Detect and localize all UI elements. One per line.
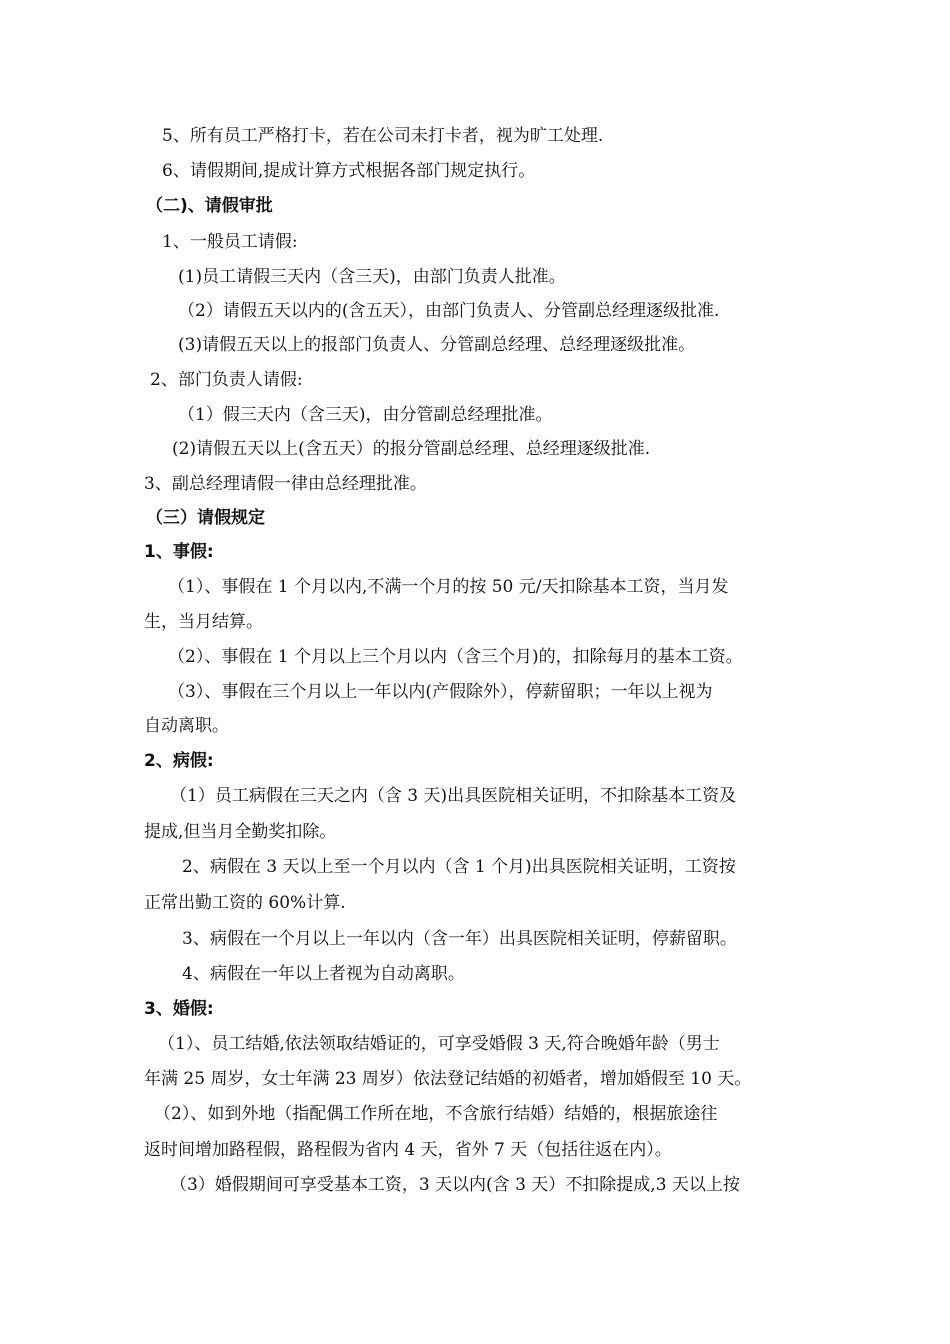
text-line: （1）假三天内（含三天)，由分管副总经理批准。 [178,405,553,425]
text-line-commission-rule: 6、请假期间,提成计算方式根据各部门规定执行。 [162,161,536,181]
text-line: （2）、事假在 1 个月以上三个月以内（含三个月)的，扣除每月的基本工资。 [168,647,743,667]
text-line: (2)请假五天以上(含五天）的报分管副总经理、总经理逐级批准. [172,439,651,459]
subheading-personal-leave: 1、事假: [144,542,214,562]
text-line: 自动离职。 [144,716,229,736]
text-line: （1）员工病假在三天之内（含 3 天)出具医院相关证明，不扣除基本工资及 [170,786,737,806]
text-line: （3）、事假在三个月以上一年以内(产假除外），停薪留职；一年以上视为 [168,682,713,702]
section-heading-leave-rules: （三）请假规定 [146,508,265,528]
text-line: 生，当月结算。 [144,612,263,632]
text-line: （2）、如到外地（指配偶工作所在地，不含旅行结婚）结婚的，根据旅途往 [154,1104,718,1124]
text-line: 2、部门负责人请假: [150,370,303,390]
text-line: 3、副总经理请假一律由总经理批准。 [144,474,427,494]
text-line: （2）请假五天以内的(含五天），由部门负责人、分管副总经理逐级批准. [178,301,720,321]
text-line: （1）、事假在 1 个月以内,不满一个月的按 50 元/天扣除基本工资，当月发 [168,577,729,597]
text-line: 1、一般员工请假: [162,232,298,252]
text-line: 4、病假在一年以上者视为自动离职。 [182,964,465,984]
subheading-marriage-leave: 3、婚假: [144,999,214,1019]
text-line: (1)员工请假三天内（含三天)，由部门负责人批准。 [178,267,566,287]
subheading-sick-leave: 2、病假: [144,751,214,771]
section-heading-leave-approval: （二)、请假审批 [146,196,273,216]
text-line: 提成,但当月全勤奖扣除。 [144,822,337,842]
text-line: （3）婚假期间可享受基本工资，3 天以内(含 3 天）不扣除提成,3 天以上按 [170,1175,740,1195]
text-line: (3)请假五天以上的报部门负责人、分管副总经理、总经理逐级批准。 [178,335,696,355]
text-line: 返时间增加路程假，路程假为省内 4 天，省外 7 天（包括往返在内）。 [144,1140,672,1160]
text-line: （1）、员工结婚,依法领取结婚证的，可享受婚假 3 天,符合晚婚年龄（男士 [158,1034,720,1054]
text-line: 2、病假在 3 天以上至一个月以内（含 1 个月)出具医院相关证明，工资按 [182,857,736,877]
text-line: 正常出勤工资的 60%计算. [144,893,346,913]
text-line: 年满 25 周岁，女士年满 23 周岁）依法登记结婚的初婚者，增加婚假至 10 天。 [144,1069,752,1089]
text-line-attendance-rule: 5、所有员工严格打卡，若在公司未打卡者，视为旷工处理. [162,126,604,146]
text-line: 3、病假在一个月以上一年以内（含一年）出具医院相关证明，停薪留职。 [182,929,737,949]
